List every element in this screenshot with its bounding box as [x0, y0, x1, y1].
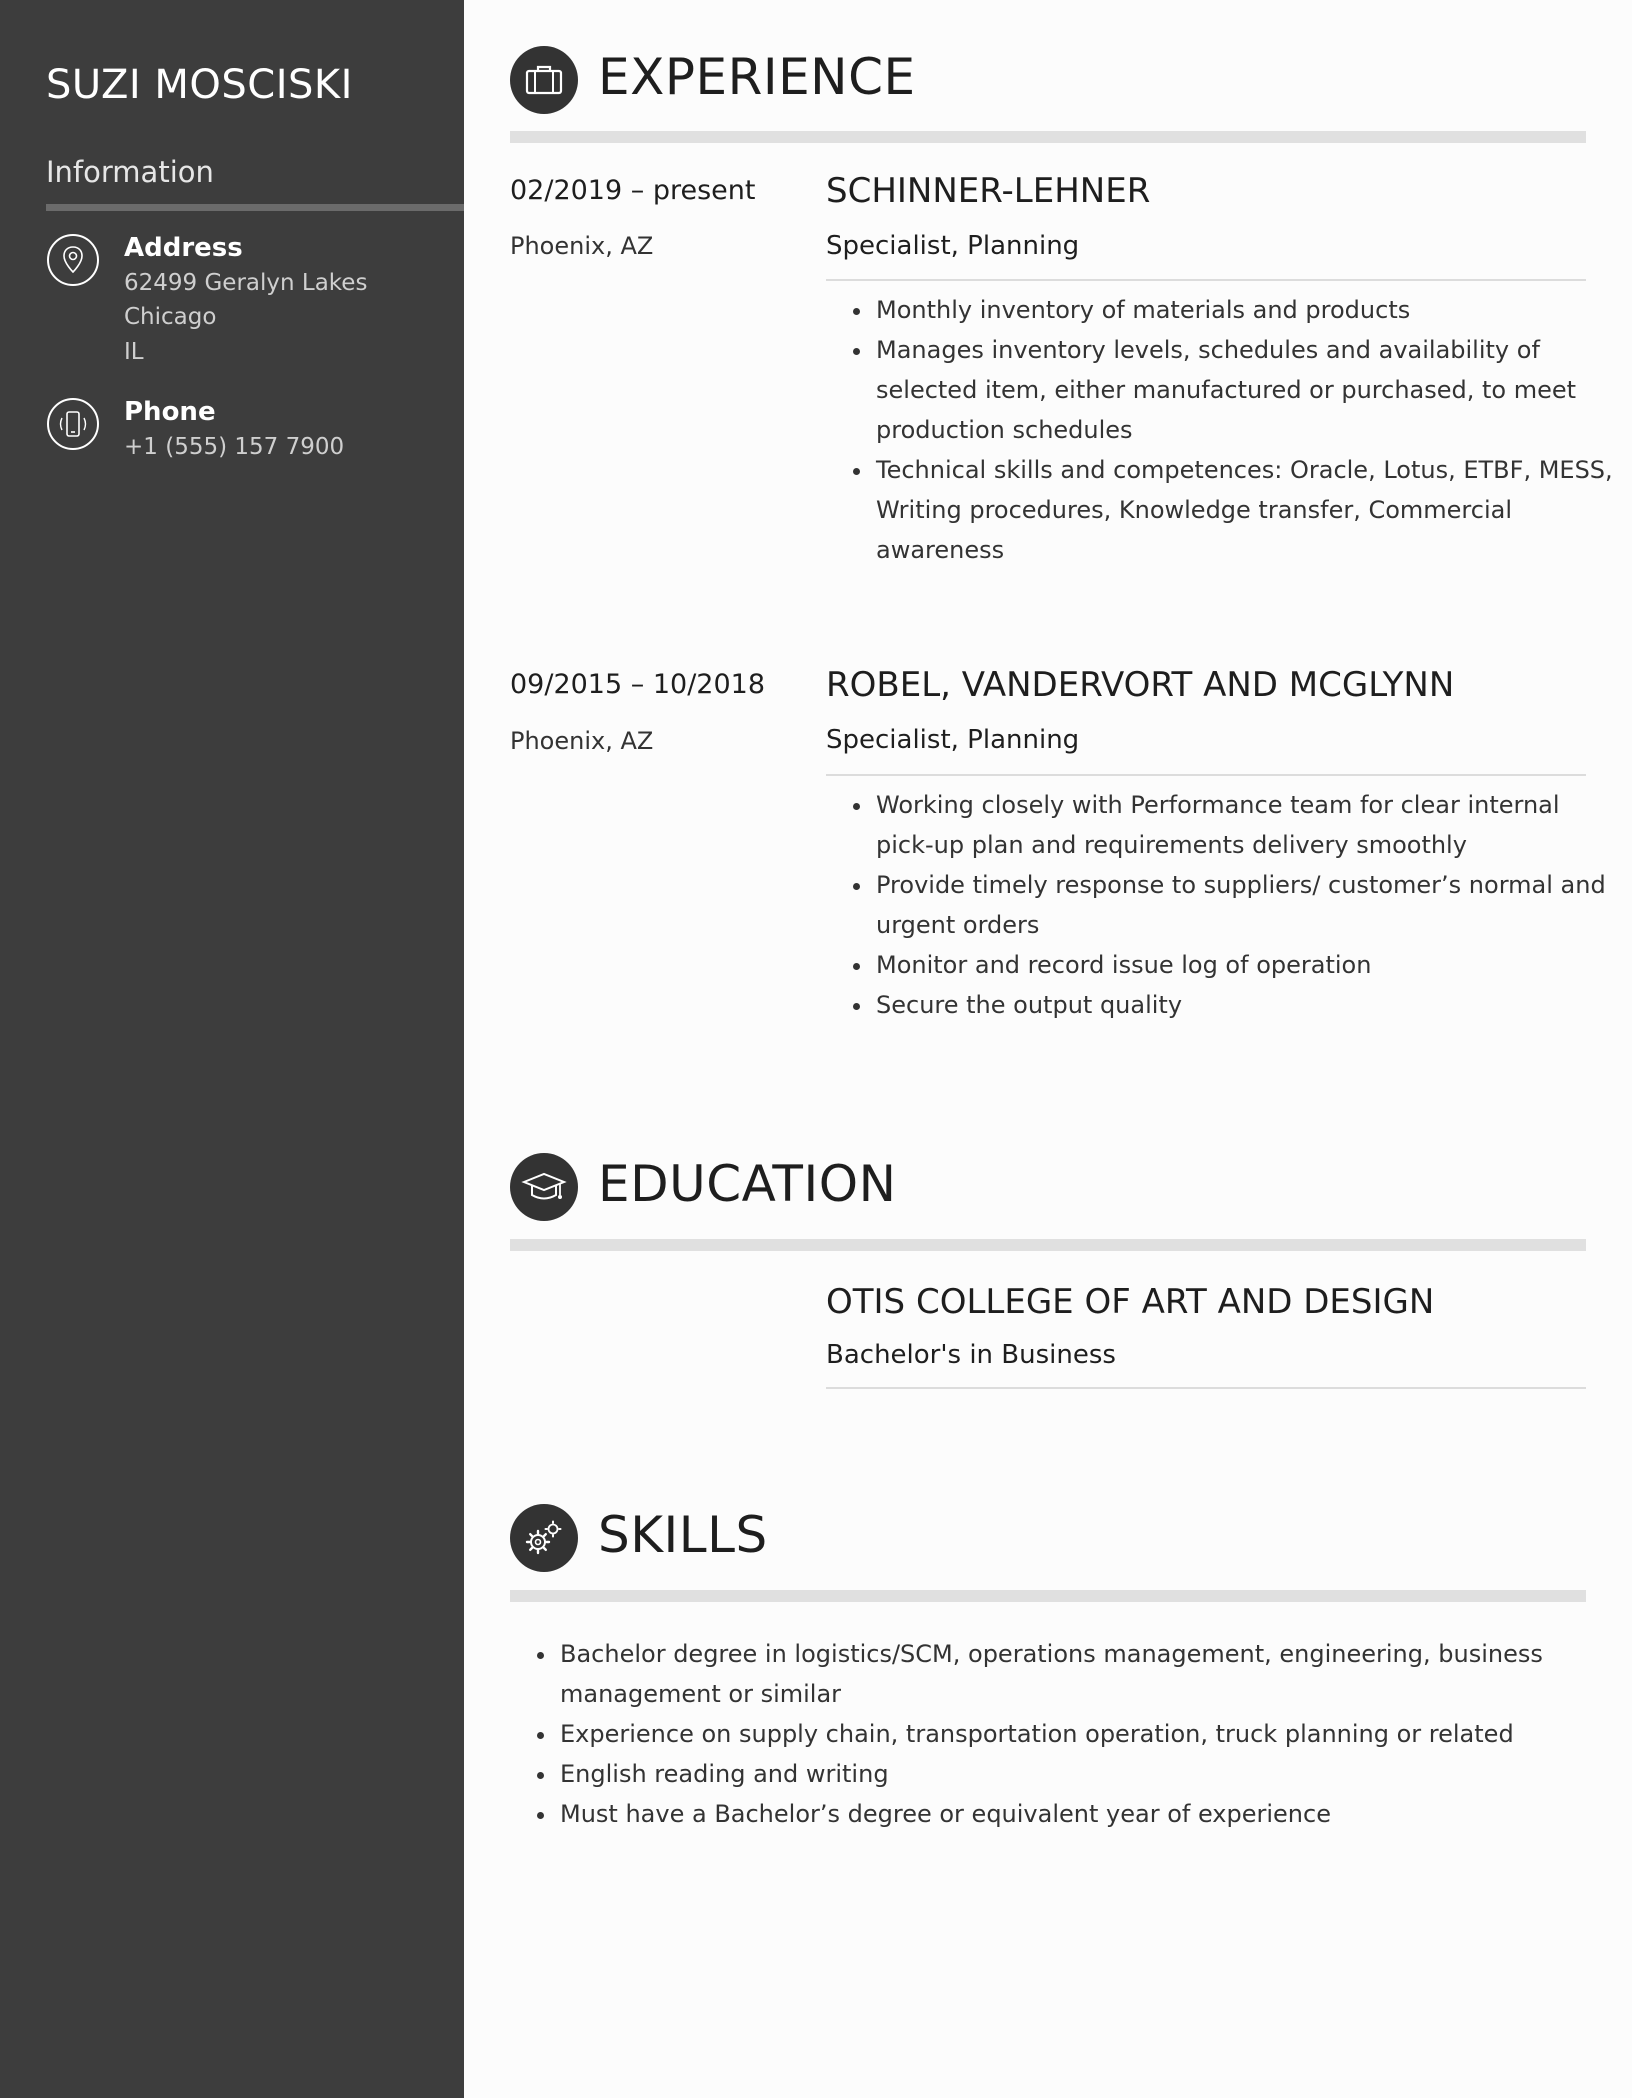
list-item: • Secure the output quality [874, 985, 1614, 1025]
address-label: Address [124, 233, 243, 263]
education-divider [510, 1239, 1586, 1251]
list-item: • English reading and writing [558, 1754, 1588, 1794]
job-2-divider [826, 774, 1586, 776]
graduation-cap-icon [510, 1153, 578, 1221]
phone-number: +1 (555) 157 7900 [124, 434, 345, 460]
list-item: • Experience on supply chain, transportation operation, truck planning or related [558, 1714, 1588, 1754]
location-pin-icon [46, 233, 100, 287]
list-item: • Provide timely response to suppliers/ customer’s normal and urgent orders [874, 865, 1614, 945]
list-item: • Working closely with Performance team for clear internal pick-up plan and requirements delivery smoothly [874, 785, 1614, 865]
job-2-bullets [826, 785, 1614, 1025]
school-name: OTIS COLLEGE OF ART AND DESIGN [826, 1282, 1435, 1322]
education-heading: EDUCATION [598, 1155, 897, 1213]
phone-label: Phone [124, 397, 216, 427]
skills-bullets [510, 1634, 1588, 1834]
job-1-location: Phoenix, AZ [510, 232, 654, 260]
address-line-state: IL [124, 339, 144, 365]
briefcase-icon [510, 46, 578, 114]
address-line-street: 62499 Geralyn Lakes [124, 270, 368, 296]
list-item: • Must have a Bachelor’s degree or equivalent year of experience [558, 1794, 1588, 1834]
education-entry-divider [826, 1387, 1586, 1389]
job-1-role: Specialist, Planning [826, 231, 1080, 261]
list-item: • Bachelor degree in logistics/SCM, operations management, engineering, business management or similar [558, 1634, 1588, 1714]
list-item: • Monitor and record issue log of operation [874, 945, 1614, 985]
skills-heading: SKILLS [598, 1506, 768, 1564]
job-2-company: ROBEL, VANDERVORT AND MCGLYNN [826, 665, 1455, 705]
experience-heading: EXPERIENCE [598, 48, 916, 106]
job-1-dates: 02/2019 – present [510, 175, 756, 206]
job-2-location: Phoenix, AZ [510, 727, 654, 755]
gears-icon [510, 1504, 578, 1572]
experience-divider [510, 131, 1586, 143]
job-1-company: SCHINNER-LEHNER [826, 171, 1151, 211]
sidebar [0, 0, 464, 2098]
information-heading: Information [46, 155, 214, 189]
skills-divider [510, 1590, 1586, 1602]
job-1-divider [826, 279, 1586, 281]
candidate-name: SUZI MOSCISKI [46, 62, 353, 108]
degree: Bachelor's in Business [826, 1340, 1116, 1370]
job-2-role: Specialist, Planning [826, 725, 1080, 755]
job-1-bullets [826, 290, 1614, 570]
mobile-phone-icon [46, 397, 100, 451]
information-divider [46, 204, 464, 211]
list-item: • Manages inventory levels, schedules and availability of selected item, either manufactured or purchased, to meet production schedules [874, 330, 1614, 450]
list-item: • Monthly inventory of materials and products [874, 290, 1614, 330]
address-line-city: Chicago [124, 304, 217, 330]
job-2-dates: 09/2015 – 10/2018 [510, 669, 765, 700]
list-item: • Technical skills and competences: Oracle, Lotus, ETBF, MESS, Writing procedures, Knowledge transfer, Commercial awareness [874, 450, 1614, 570]
